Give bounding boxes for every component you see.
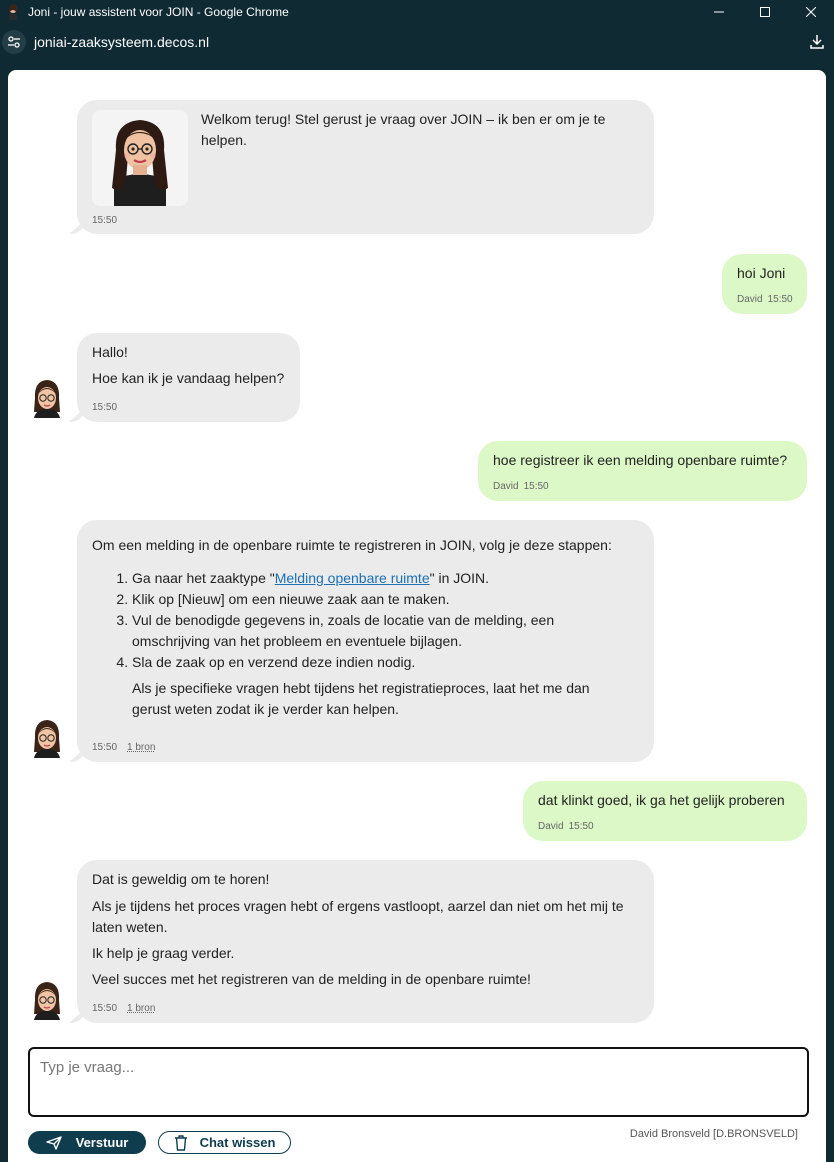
send-button[interactable] <box>28 1131 146 1154</box>
bot-message-line: Hallo! <box>92 344 128 360</box>
maximize-button[interactable] <box>742 0 788 24</box>
minimize-icon <box>714 7 724 17</box>
message-meta <box>92 210 117 231</box>
step-item <box>132 568 612 589</box>
message-meta <box>737 289 793 310</box>
close-window-button[interactable] <box>788 0 834 24</box>
send-icon <box>46 1136 62 1150</box>
close-icon <box>806 7 816 17</box>
download-icon <box>809 34 825 50</box>
user-message <box>523 781 807 841</box>
address-bar <box>0 24 834 60</box>
user-message-text: hoi Joni <box>737 265 786 281</box>
message-time: 15:50 <box>568 821 594 832</box>
bot-outro: Als je specifieke vragen hebt tijdens het registratieproces, laat het me dan gerust weten zodat ik je verder kan helpen. <box>132 680 590 717</box>
bot-message-line: Hoe kan ik je vandaag helpen? <box>92 370 285 386</box>
bot-intro: Om een melding in de openbare ruimte te registreren in JOIN, volg je deze stappen: <box>92 537 612 553</box>
user-message-text: dat klinkt goed, ik ga het gelijk proberen <box>538 792 785 808</box>
bot-paragraph: Dat is geweldig om te horen! <box>92 871 270 887</box>
chat-page <box>8 70 826 1162</box>
joni-avatar <box>30 980 64 1020</box>
message-meta <box>92 998 155 1019</box>
sources-link[interactable]: 1 bron <box>127 742 156 753</box>
bot-paragraph: Als je tijdens het proces vragen hebt of ergens vastloopt, aarzel dan niet om het mij te laten weten. <box>92 898 624 935</box>
minimize-button[interactable] <box>696 0 742 24</box>
bot-message <box>77 520 654 762</box>
bot-message <box>77 860 654 1023</box>
bot-paragraph: Veel succes met het registreren van de melding in de openbare ruimte! <box>92 971 531 987</box>
message-sender: David <box>737 294 763 305</box>
send-label: Verstuur <box>75 1135 129 1150</box>
message-time: 15:50 <box>92 1003 118 1014</box>
user-message <box>722 254 807 314</box>
sources-link[interactable]: 1 bron <box>127 1003 156 1014</box>
window-titlebar <box>0 0 834 24</box>
step-item: 2. Klik op [Nieuw] om een nieuwe zaak aan te maken. <box>132 589 612 610</box>
message-meta <box>92 737 155 758</box>
user-message-text: hoe registreer ik een melding openbare ruimte? <box>493 452 788 468</box>
joni-avatar <box>30 718 64 758</box>
step-text: " in JOIN. <box>429 570 490 586</box>
welcome-text: Welkom terug! Stel gerust je vraag over JOIN – ik ben er om je te helpen. <box>201 111 606 148</box>
message-time: 15:50 <box>92 402 118 413</box>
step-item: 3. Vul de benodigde gegevens in, zoals de locatie van de melding, een omschrijving van het probleem en eventuele bijlagen. <box>132 610 612 652</box>
question-input[interactable] <box>30 1049 807 1115</box>
message-sender: David <box>538 821 564 832</box>
clear-label: Chat wissen <box>199 1135 276 1150</box>
clear-chat-button[interactable] <box>158 1131 291 1154</box>
joni-avatar <box>30 378 64 418</box>
question-input-wrapper <box>28 1047 809 1117</box>
message-time: 15:50 <box>92 215 118 226</box>
step-text: Ga naar het zaaktype " <box>132 570 275 586</box>
url-text[interactable]: joniai-zaaksysteem.decos.nl <box>34 34 210 50</box>
joni-favicon-icon <box>6 4 20 20</box>
bot-paragraph: Ik help je graag verder. <box>92 945 235 961</box>
message-meta <box>92 397 117 418</box>
message-time: 15:50 <box>523 481 549 492</box>
download-button[interactable] <box>806 31 828 53</box>
site-info-button[interactable] <box>2 30 26 54</box>
trash-icon <box>174 1135 188 1151</box>
window-title: Joni - jouw assistent voor JOIN - Google Chrome <box>28 5 289 19</box>
bot-message <box>77 333 300 422</box>
zaaktype-link[interactable]: Melding openbare ruimte <box>274 570 430 586</box>
message-meta <box>538 816 594 837</box>
logged-in-user: David Bronsveld [D.BRONSVELD] <box>629 1128 798 1140</box>
step-item: 4. Sla de zaak op en verzend deze indien nodig. <box>132 652 612 673</box>
tune-icon <box>7 36 21 48</box>
maximize-icon <box>760 7 770 17</box>
welcome-message <box>77 100 654 234</box>
message-time: 15:50 <box>767 294 793 305</box>
joni-portrait <box>92 110 188 206</box>
message-sender: David <box>493 481 519 492</box>
message-meta <box>493 476 549 497</box>
user-message <box>478 441 807 501</box>
steps-list <box>92 568 612 673</box>
message-time: 15:50 <box>92 742 118 753</box>
